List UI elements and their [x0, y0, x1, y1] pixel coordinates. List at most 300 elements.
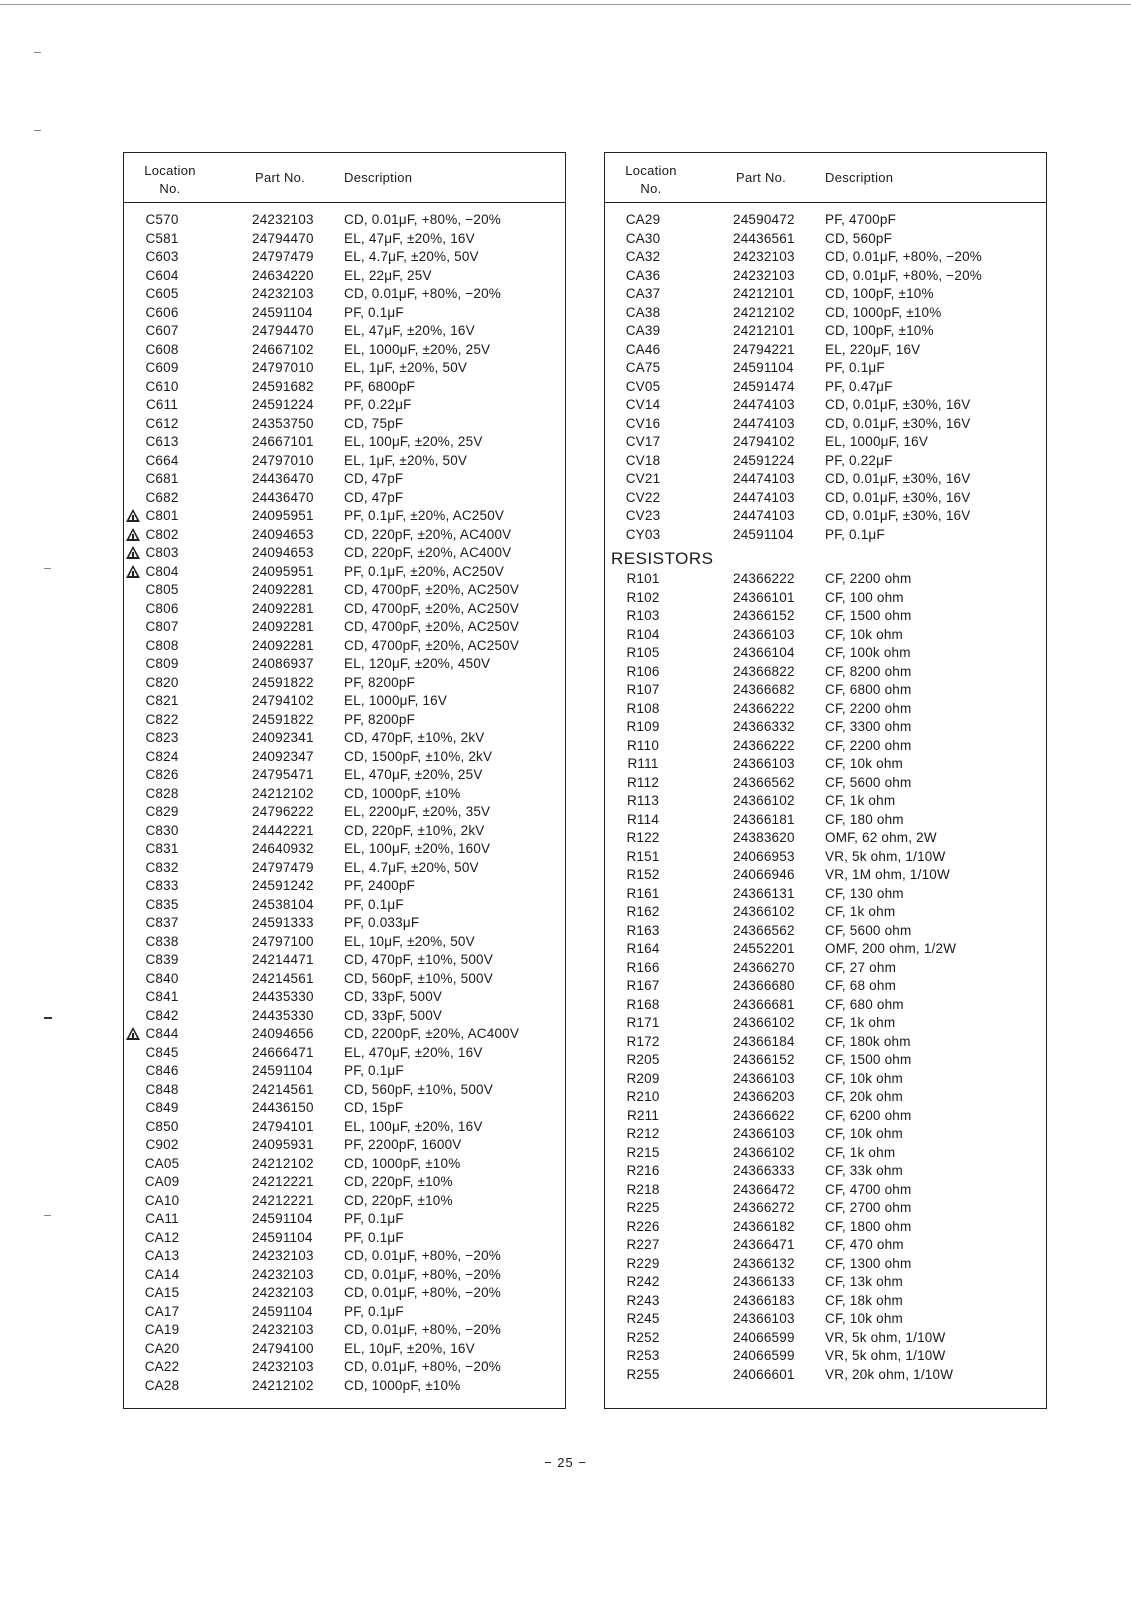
part-number-cell: 24366104	[733, 645, 795, 660]
description-cell: EL, 1μF, ±20%, 50V	[344, 360, 468, 375]
description-cell: CF, 10k ohm	[825, 1070, 903, 1086]
table-row	[124, 692, 565, 711]
location-cell: C824	[145, 748, 179, 764]
description-cell: CD, 1000pF, ±10%	[344, 1155, 461, 1171]
table-row	[124, 729, 565, 748]
part-number-cell: 24366101	[733, 589, 795, 605]
location-cell: CY03	[625, 526, 661, 542]
part-number-cell: 24366132	[733, 1255, 795, 1271]
description-cell: CF, 10k ohm	[825, 626, 903, 642]
part-number-cell: 24366103	[733, 756, 795, 771]
description-cell: CD, 100pF, ±10%	[825, 323, 934, 338]
part-number-cell: 24366822	[733, 663, 795, 679]
location-cell: R253	[626, 1348, 660, 1363]
location-cell: C833	[145, 878, 179, 893]
part-number-cell: 24066946	[733, 867, 795, 882]
location-cell: C835	[145, 896, 179, 912]
description-cell: CF, 1k ohm	[825, 904, 896, 919]
part-number-cell: 24214561	[252, 1081, 314, 1097]
part-number-cell: 24366222	[733, 700, 795, 716]
table-row	[124, 1173, 565, 1192]
description-cell: CD, 0.01μF, +80%, −20%	[344, 212, 502, 227]
description-cell: CD, 0.01μF, +80%, −20%	[344, 1322, 502, 1337]
scan-top-edge-line	[0, 4, 1131, 5]
table-row	[605, 304, 1046, 323]
location-cell: R242	[626, 1274, 660, 1289]
description-cell: CD, 220pF, ±20%, AC400V	[344, 545, 512, 560]
table-row	[605, 866, 1046, 885]
location-cell: C807	[145, 619, 179, 634]
table-row	[124, 378, 565, 397]
description-cell: CD, 1500pF, ±10%, 2kV	[344, 748, 493, 764]
table-header	[124, 153, 565, 203]
description-cell: CD, 0.01μF, +80%, −20%	[344, 1248, 502, 1263]
table-row	[124, 600, 565, 619]
part-number-cell: 24474103	[733, 489, 795, 505]
part-number-cell: 24232103	[252, 286, 314, 301]
table-row	[605, 1107, 1046, 1126]
part-number-cell: 24436150	[252, 1100, 314, 1115]
table-row	[124, 803, 565, 822]
header-location	[619, 162, 683, 198]
header-location-label: Location	[625, 163, 677, 178]
part-number-cell: 24092281	[252, 600, 314, 616]
description-cell: PF, 0.1μF	[344, 1211, 404, 1226]
table-row	[605, 248, 1046, 267]
header-part-no: Part No.	[255, 170, 306, 185]
table-row	[605, 718, 1046, 737]
location-cell: R108	[626, 700, 660, 716]
description-cell: CF, 130 ohm	[825, 885, 904, 901]
location-cell: C809	[145, 656, 179, 671]
location-cell: C608	[145, 341, 179, 357]
location-cell: R225	[626, 1200, 660, 1215]
location-cell: C802	[145, 526, 179, 542]
part-number-cell: 24366152	[733, 608, 795, 623]
location-cell: R245	[626, 1311, 660, 1326]
description-cell: CD, 100pF, ±10%	[825, 286, 934, 301]
table-row	[605, 829, 1046, 848]
header-location-no: No.	[640, 181, 662, 196]
table-row	[605, 1292, 1046, 1311]
table-row	[605, 885, 1046, 904]
location-cell: R107	[626, 682, 660, 697]
description-cell: PF, 0.1μF	[825, 526, 885, 542]
table-row	[605, 1181, 1046, 1200]
part-number-cell: 24366183	[733, 1292, 795, 1308]
location-cell: C850	[145, 1118, 179, 1134]
part-number-cell: 24797479	[252, 249, 314, 264]
location-cell: CV17	[625, 434, 661, 449]
table-row	[605, 285, 1046, 304]
table-row	[124, 1284, 565, 1303]
scan-mark	[34, 52, 41, 53]
part-number-cell: 24442221	[252, 822, 314, 838]
location-cell: CA22	[144, 1359, 180, 1374]
table-row	[124, 951, 565, 970]
table-row	[605, 1162, 1046, 1181]
description-cell: CD, 220pF, ±20%, AC400V	[344, 526, 512, 542]
location-cell: C845	[145, 1044, 179, 1060]
table-row	[605, 774, 1046, 793]
table-row	[124, 359, 565, 378]
description-cell: PF, 0.47μF	[825, 378, 893, 394]
location-cell: R212	[626, 1126, 660, 1141]
location-cell: CA17	[144, 1303, 180, 1319]
part-number-cell: 24794100	[252, 1340, 314, 1356]
table-row	[605, 230, 1046, 249]
location-cell: C611	[145, 397, 179, 412]
part-number-cell: 24436470	[252, 471, 314, 486]
description-cell: CD, 1000pF, ±10%	[344, 785, 461, 801]
table-row	[605, 903, 1046, 922]
description-cell: EL, 2200μF, ±20%, 35V	[344, 804, 491, 819]
description-cell: EL, 10μF, ±20%, 16V	[344, 1340, 475, 1356]
description-cell: CD, 0.01μF, +80%, −20%	[344, 1285, 502, 1300]
table-row	[124, 840, 565, 859]
description-cell: PF, 2200pF, 1600V	[344, 1137, 462, 1152]
part-number-cell: 24066953	[733, 848, 795, 864]
part-number-cell: 24092281	[252, 619, 314, 634]
table-row	[124, 896, 565, 915]
table-row	[124, 1136, 565, 1155]
description-cell: CD, 470pF, ±10%, 2kV	[344, 730, 485, 745]
part-number-cell: 24232103	[252, 1248, 314, 1263]
part-number-cell: 24794221	[733, 341, 795, 357]
location-cell: CA05	[144, 1155, 180, 1171]
table-row	[124, 304, 565, 323]
location-cell: C820	[145, 674, 179, 690]
table-row	[124, 988, 565, 1007]
part-number-cell: 24383620	[733, 830, 795, 845]
table-row	[605, 663, 1046, 682]
description-cell: EL, 10μF, ±20%, 50V	[344, 933, 475, 949]
description-cell: CF, 100 ohm	[825, 589, 904, 605]
table-row	[124, 452, 565, 471]
part-number-cell: 24474103	[733, 397, 795, 412]
location-cell: R166	[626, 959, 660, 975]
table-row	[124, 785, 565, 804]
description-cell: CD, 47pF	[344, 471, 404, 486]
location-cell: R209	[626, 1070, 660, 1086]
table-row	[605, 341, 1046, 360]
part-number-cell: 24795471	[252, 767, 314, 782]
location-cell: R215	[626, 1144, 660, 1160]
description-cell: CD, 1000pF, ±10%	[344, 1377, 461, 1393]
part-number-cell: 24366270	[733, 959, 795, 975]
table-row	[124, 396, 565, 415]
table-row	[605, 848, 1046, 867]
part-number-cell: 24436470	[252, 489, 314, 505]
part-number-cell: 24794102	[733, 434, 795, 449]
location-cell: CV16	[625, 415, 661, 431]
table-row	[605, 977, 1046, 996]
description-cell: CF, 5600 ohm	[825, 922, 912, 938]
description-cell: EL, 22μF, 25V	[344, 267, 432, 283]
description-cell: OMF, 62 ohm, 2W	[825, 830, 937, 845]
location-cell: CA19	[144, 1322, 180, 1337]
location-cell: CA32	[625, 249, 661, 264]
table-row	[605, 1088, 1046, 1107]
description-cell: PF, 0.1μF, ±20%, AC250V	[344, 563, 505, 579]
description-cell: CF, 470 ohm	[825, 1237, 904, 1252]
part-number-cell: 24797010	[252, 360, 314, 375]
location-cell: C581	[145, 230, 179, 246]
part-number-cell: 24066599	[733, 1329, 795, 1345]
location-cell: R167	[626, 978, 660, 993]
part-number-cell: 24634220	[252, 267, 314, 283]
part-number-cell: 24435330	[252, 989, 314, 1004]
table-row	[124, 914, 565, 933]
description-cell: EL, 1000μF, 16V	[344, 693, 448, 708]
part-number-cell: 24366182	[733, 1218, 795, 1234]
capacitor-rows	[605, 211, 1046, 544]
description-cell: CF, 10k ohm	[825, 756, 903, 771]
part-number-cell: 24232103	[252, 1359, 314, 1374]
part-number-cell: 24366131	[733, 885, 795, 901]
table-row	[124, 507, 565, 526]
parts-table-right	[604, 152, 1047, 1409]
header-location-label: Location	[144, 163, 196, 178]
part-number-cell: 24366103	[733, 1126, 795, 1141]
part-number-cell: 24366472	[733, 1181, 795, 1197]
location-cell: CV14	[625, 397, 661, 412]
description-cell: CF, 4700 ohm	[825, 1181, 912, 1197]
header-location-no: No.	[159, 181, 181, 196]
table-row	[124, 285, 565, 304]
description-cell: CD, 0.01μF, +80%, −20%	[825, 249, 983, 264]
description-cell: EL, 1μF, ±20%, 50V	[344, 452, 468, 468]
table-row	[605, 626, 1046, 645]
location-cell: R122	[626, 830, 660, 845]
table-row	[124, 618, 565, 637]
part-number-cell: 24538104	[252, 896, 314, 912]
table-row	[605, 1033, 1046, 1052]
table-row	[605, 433, 1046, 452]
table-row	[124, 1099, 565, 1118]
description-cell: CD, 15pF	[344, 1100, 404, 1115]
description-cell: CD, 0.01μF, ±30%, 16V	[825, 471, 971, 486]
description-cell: CD, 33pF, 500V	[344, 1007, 443, 1023]
table-row	[605, 1329, 1046, 1348]
part-number-cell: 24591104	[252, 304, 313, 320]
location-cell: C821	[145, 693, 179, 708]
part-number-cell: 24366332	[733, 719, 795, 734]
location-cell: C822	[145, 711, 179, 727]
description-cell: CD, 1000pF, ±10%	[825, 304, 942, 320]
part-number-cell: 24591104	[252, 1229, 313, 1245]
part-number-cell: 24666471	[252, 1044, 314, 1060]
part-number-cell: 24366471	[733, 1237, 795, 1252]
description-cell: EL, 120μF, ±20%, 450V	[344, 656, 491, 671]
location-cell: C604	[145, 267, 179, 283]
description-cell: CF, 13k ohm	[825, 1274, 903, 1289]
location-cell: R168	[626, 996, 660, 1012]
location-cell: CV21	[625, 471, 661, 486]
location-cell: R110	[626, 737, 660, 753]
table-row	[605, 922, 1046, 941]
part-number-cell: 24212221	[252, 1174, 314, 1189]
description-cell: CD, 0.01μF, +80%, −20%	[825, 267, 983, 283]
table-row	[605, 322, 1046, 341]
part-number-cell: 24796222	[252, 804, 314, 819]
description-cell: CF, 10k ohm	[825, 1126, 903, 1141]
description-cell: CD, 0.01μF, ±30%, 16V	[825, 489, 971, 505]
location-cell: R229	[626, 1255, 660, 1271]
part-number-cell: 24591822	[252, 674, 314, 690]
table-row	[124, 655, 565, 674]
location-cell: CA39	[625, 323, 661, 338]
table-row	[605, 452, 1046, 471]
location-cell: C612	[145, 415, 179, 431]
part-number-cell: 24474103	[733, 471, 795, 486]
description-cell: CF, 680 ohm	[825, 996, 904, 1012]
part-number-cell: 24212102	[733, 304, 795, 320]
table-row	[605, 526, 1046, 545]
table-row	[605, 755, 1046, 774]
description-cell: CF, 10k ohm	[825, 1311, 903, 1326]
description-cell: CF, 27 ohm	[825, 959, 897, 975]
location-cell: CA12	[144, 1229, 180, 1245]
location-cell: R104	[626, 626, 660, 642]
description-cell: CF, 2200 ohm	[825, 571, 912, 586]
description-cell: PF, 0.1μF	[344, 896, 404, 912]
description-cell: CF, 180k ohm	[825, 1033, 911, 1049]
part-number-cell: 24667101	[252, 434, 314, 449]
part-number-cell: 24591474	[733, 378, 795, 394]
part-number-cell: 24366562	[733, 774, 795, 790]
part-number-cell: 24366133	[733, 1274, 795, 1289]
table-row	[605, 211, 1046, 230]
location-cell: R162	[626, 904, 660, 919]
location-cell: C831	[145, 841, 179, 856]
location-cell: C841	[145, 989, 179, 1004]
part-number-cell: 24232103	[733, 249, 795, 264]
table-row	[605, 959, 1046, 978]
location-cell: CV05	[625, 378, 661, 394]
part-number-cell: 24591822	[252, 711, 314, 727]
location-cell: R218	[626, 1181, 660, 1197]
table-row	[124, 637, 565, 656]
table-row	[124, 859, 565, 878]
location-cell: R106	[626, 663, 660, 679]
description-cell: CF, 1800 ohm	[825, 1218, 912, 1234]
part-number-cell: 24212221	[252, 1192, 314, 1208]
part-number-cell: 24640932	[252, 841, 314, 856]
location-cell: C808	[145, 637, 179, 653]
description-cell: PF, 0.033μF	[344, 915, 420, 930]
description-cell: EL, 47μF, ±20%, 16V	[344, 230, 475, 246]
part-number-cell: 24366103	[733, 1070, 795, 1086]
location-cell: C805	[145, 582, 179, 597]
part-number-cell: 24366103	[733, 626, 795, 642]
description-cell: PF, 6800pF	[344, 378, 416, 394]
table-row	[124, 248, 565, 267]
part-number-cell: 24095931	[252, 1137, 314, 1152]
table-row	[605, 644, 1046, 663]
table-row	[124, 970, 565, 989]
description-cell: PF, 0.1μF	[825, 360, 885, 375]
parts-table-left	[123, 152, 566, 1409]
table-row	[124, 1229, 565, 1248]
location-cell: CV23	[625, 508, 661, 523]
table-row	[605, 267, 1046, 286]
part-number-cell: 24232103	[252, 1285, 314, 1300]
table-row	[605, 570, 1046, 589]
description-cell: CF, 6800 ohm	[825, 682, 912, 697]
resistor-rows	[605, 570, 1046, 1384]
description-cell: EL, 470μF, ±20%, 16V	[344, 1044, 483, 1060]
part-number-cell: 24092341	[252, 730, 314, 745]
table-row	[605, 1310, 1046, 1329]
part-number-cell: 24591104	[252, 1211, 313, 1226]
part-number-cell: 24094653	[252, 526, 314, 542]
part-number-cell: 24095951	[252, 508, 314, 523]
location-cell: C828	[145, 785, 179, 801]
location-cell: C605	[145, 286, 179, 301]
description-cell: PF, 0.1μF	[344, 304, 404, 320]
description-cell: VR, 5k ohm, 1/10W	[825, 1329, 946, 1345]
part-number-cell: 24212102	[252, 1155, 314, 1171]
part-number-cell: 24436561	[733, 230, 795, 246]
table-row	[124, 933, 565, 952]
location-cell: CA15	[144, 1285, 180, 1300]
header-location	[138, 162, 202, 198]
location-cell: R103	[626, 608, 660, 623]
table-body	[605, 203, 1046, 1384]
part-number-cell: 24232103	[252, 1266, 314, 1282]
table-row	[605, 1125, 1046, 1144]
location-cell: R243	[626, 1292, 660, 1308]
description-cell: CD, 47pF	[344, 489, 404, 505]
header-part-no: Part No.	[736, 170, 787, 185]
part-number-cell: 24366622	[733, 1107, 795, 1123]
header-description: Description	[344, 170, 413, 185]
location-cell: C681	[145, 471, 179, 486]
header-description: Description	[825, 170, 894, 185]
part-number-cell: 24797479	[252, 859, 314, 875]
table-row	[124, 470, 565, 489]
part-number-cell: 24591104	[733, 526, 794, 542]
location-cell: C607	[145, 323, 179, 338]
location-cell: CA46	[625, 341, 661, 357]
location-cell: R216	[626, 1163, 660, 1178]
table-row	[605, 1255, 1046, 1274]
table-row	[605, 1144, 1046, 1163]
description-cell: CF, 8200 ohm	[825, 663, 912, 679]
location-cell: C801	[145, 508, 179, 523]
part-number-cell: 24474103	[733, 508, 795, 523]
part-number-cell: 24794470	[252, 323, 314, 338]
table-row	[124, 877, 565, 896]
table-row	[124, 230, 565, 249]
part-number-cell: 24092281	[252, 582, 314, 597]
description-cell: EL, 1000μF, ±20%, 25V	[344, 341, 491, 357]
description-cell: PF, 8200pF	[344, 674, 416, 690]
location-cell: C806	[145, 600, 179, 616]
location-cell: CA09	[144, 1174, 180, 1189]
description-cell: CF, 33k ohm	[825, 1163, 903, 1178]
location-cell: R161	[626, 885, 660, 901]
description-cell: PF, 0.22μF	[344, 397, 412, 412]
description-cell: CF, 1k ohm	[825, 1015, 896, 1030]
part-number-cell: 24366184	[733, 1033, 795, 1049]
location-cell: C826	[145, 767, 179, 782]
description-cell: VR, 20k ohm, 1/10W	[825, 1366, 954, 1382]
description-cell: CD, 2200pF, ±20%, AC400V	[344, 1026, 520, 1041]
description-cell: CD, 0.01μF, ±30%, 16V	[825, 508, 971, 523]
table-row	[124, 1192, 565, 1211]
